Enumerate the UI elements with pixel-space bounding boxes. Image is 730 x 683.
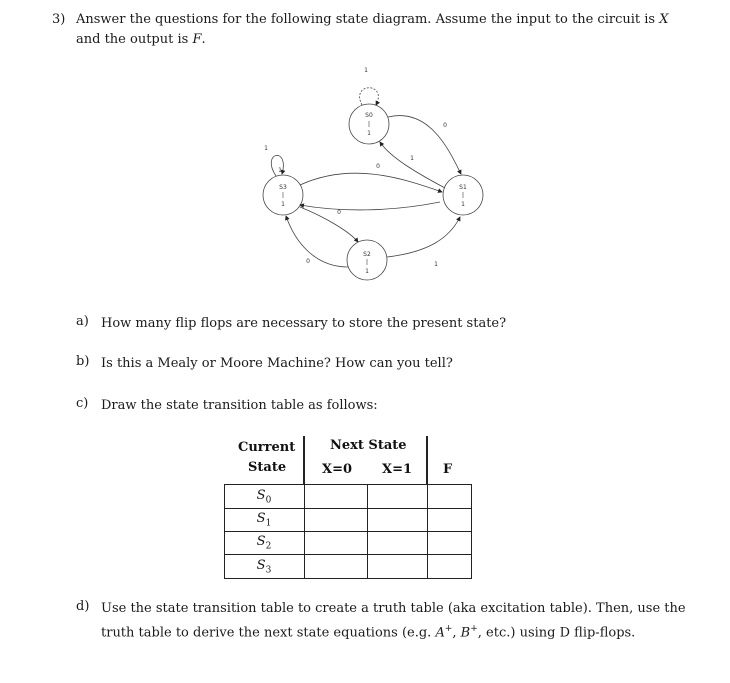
part-a [76, 314, 696, 334]
edge-label: 1 [278, 167, 282, 174]
part-c-text: Draw the state transition table as follows: [101, 398, 378, 413]
part-a-label: a) [76, 314, 89, 329]
edge-label: 1 [264, 145, 268, 152]
edge-s3-s1 [300, 173, 442, 192]
table-rule [224, 531, 472, 532]
question-text: Answer the questions for the following state diagram. Assume the input to the circuit is X and the output is F. [76, 12, 669, 47]
header-state: State [248, 460, 287, 475]
table-rule [304, 484, 305, 579]
edge-label: 1 [364, 67, 368, 74]
edge-s1-s0 [380, 142, 445, 188]
edge-label: 0 [337, 209, 341, 216]
table-rule [224, 508, 472, 509]
state-transition-table [230, 432, 480, 582]
row-label-s3: $S_3$ [256, 558, 272, 576]
state-name-s2: S2 [363, 251, 371, 258]
state-output-s0: 1 [367, 130, 371, 137]
header-x0: X=0 [322, 462, 353, 477]
part-d [76, 599, 706, 641]
table-rule [224, 578, 472, 579]
edge-s2-s1 [387, 217, 460, 257]
edge-label: 0 [306, 258, 310, 265]
edge-label: 1 [410, 155, 414, 162]
part-b-text: Is this a Mealy or Moore Machine? How can you tell? [101, 356, 453, 371]
part-c [76, 396, 696, 416]
table-divider [426, 436, 428, 484]
part-b [76, 354, 696, 374]
part-c-label: c) [76, 396, 89, 411]
table-rule [224, 484, 472, 485]
part-d-text: Use the state transition table to create a truth table (aka excitation table). Then, use the truth table to derive the next state equations (e.g. A+, B+, etc.) using D flip-flops. [101, 601, 686, 641]
input-variable: X [659, 12, 669, 27]
header-f: F [443, 462, 453, 477]
edge-s3-s2 [300, 207, 358, 242]
header-current: Current [238, 440, 296, 455]
state-name-s3: S3 [279, 184, 287, 191]
state-output-s2: 1 [365, 268, 369, 275]
state-name-s1: S1 [459, 184, 467, 191]
row-label-s1: $S_1$ [256, 511, 272, 529]
part-b-label: b) [76, 354, 90, 369]
header-next-state: Next State [330, 438, 407, 453]
part-d-label: d) [76, 599, 90, 614]
edge-label: 1 [434, 261, 438, 268]
row-label-s2: $S_2$ [256, 534, 272, 552]
edge-s2-s3 [286, 216, 348, 267]
header-x1: X=1 [382, 462, 413, 477]
table-rule [224, 554, 472, 555]
question-number: 3) [52, 12, 66, 27]
state-output-s1: 1 [461, 201, 465, 208]
edge-label: 0 [443, 122, 447, 129]
part-a-text: How many flip flops are necessary to store the present state? [101, 316, 507, 331]
table-rule [367, 484, 368, 579]
state-output-s3: 1 [281, 201, 285, 208]
row-label-s0: $S_0$ [256, 488, 272, 506]
edge-s0-s1 [388, 116, 461, 174]
table-rule [427, 484, 428, 579]
state-diagram [240, 62, 500, 292]
table-divider [303, 436, 305, 484]
output-variable: F [192, 32, 202, 47]
table-rule [471, 484, 472, 579]
table-rule [224, 484, 225, 579]
self-loop-s0 [360, 88, 379, 105]
edge-label: 0 [376, 163, 380, 170]
state-name-s0: S0 [365, 112, 373, 119]
edge-s1-s3 [300, 202, 440, 210]
